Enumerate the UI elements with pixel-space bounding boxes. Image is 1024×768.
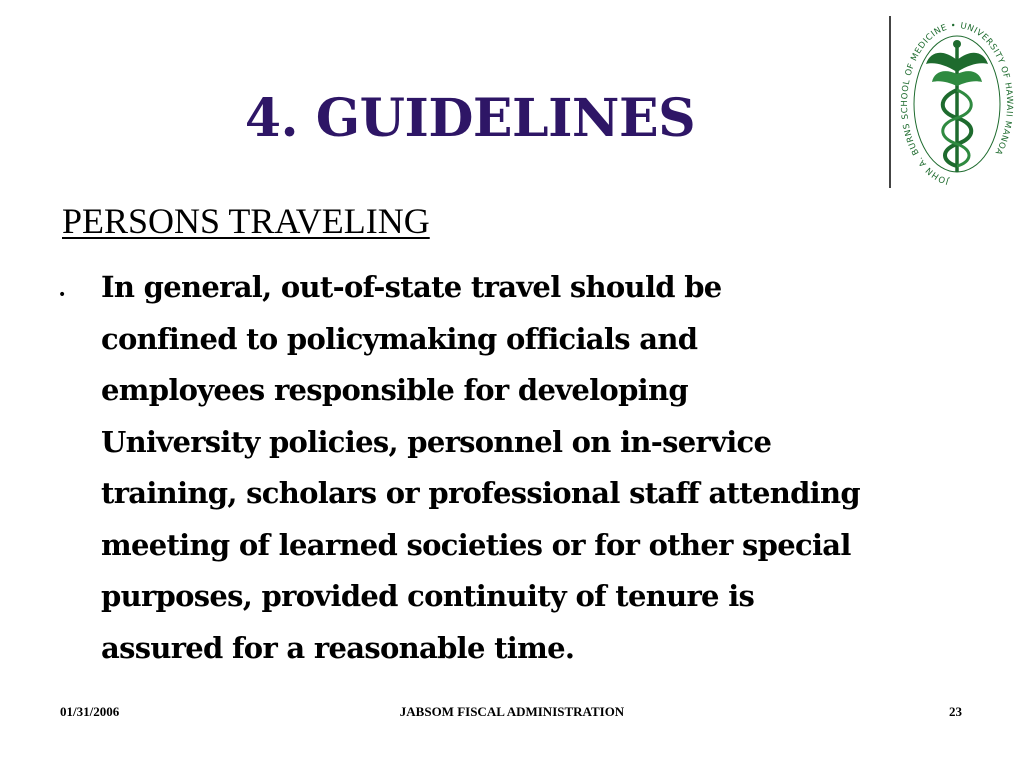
slide-title: 4. GUIDELINES (244, 88, 696, 149)
caduceus-seal-icon (898, 12, 1016, 192)
footer-title: JABSOM FISCAL ADMINISTRATION (399, 704, 625, 719)
footer-date: 01/31/2006 (60, 704, 120, 719)
bullet-paragraph: In general, out-of-state travel should be confined to policymaking officials and employees responsible for developing University policies, personnel on in-service training, scholars or professional staff attending meeting of learned societies or for other special purposes, provided continuity of tenure is assured for a reasonable time. (101, 270, 860, 665)
seal-ring-text: JOHN A. BURNS SCHOOL OF MEDICINE • UNIVERSITY OF HAWAII MANOA (900, 20, 1015, 186)
bullet-marker: • (58, 287, 67, 303)
section-subheading: PERSONS TRAVELING (62, 201, 430, 241)
page-number: 23 (949, 704, 962, 719)
logo-divider (889, 16, 891, 188)
